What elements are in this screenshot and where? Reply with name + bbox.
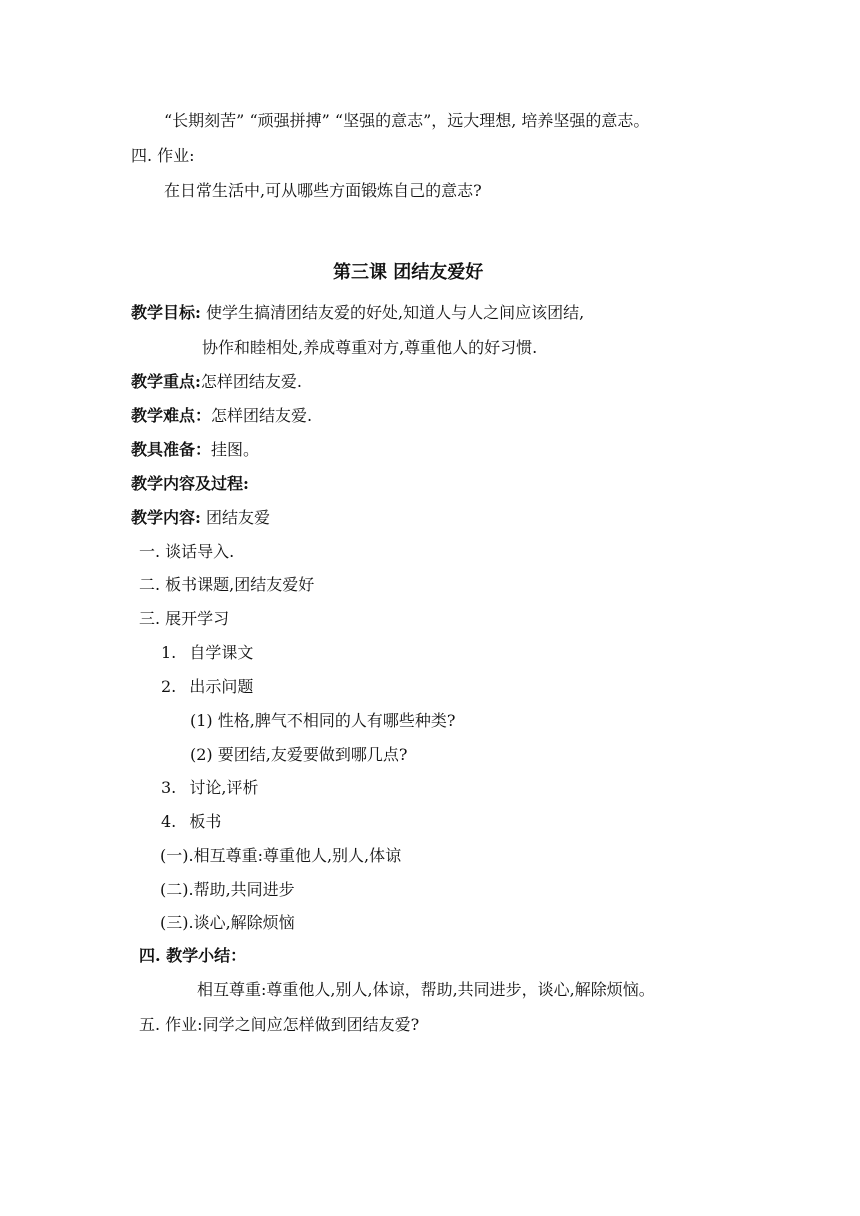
sub-item-4 — [161, 812, 221, 832]
difficulty-label: 教学难点： — [131, 406, 212, 425]
key-label: 教学重点: — [131, 372, 201, 391]
sub-item-1-number: 1. — [161, 643, 177, 662]
goal-label: 教学目标: — [131, 303, 201, 322]
sub-item-3-number: 3. — [161, 778, 177, 797]
prev-summary-line: “长期刻苦” “顽强拼搏” “坚强的意志”，远大理想, 培养坚强的意志。 — [164, 111, 650, 130]
goal-text-2: 协作和睦相处,养成尊重对方,尊重他人的好习惯. — [202, 338, 538, 357]
sub-item-1-text: 自学课文 — [189, 643, 254, 662]
board-item-3: (三).谈心,解除烦恼 — [160, 913, 295, 932]
step-2: 二. 板书课题,团结友爱好 — [139, 575, 315, 594]
content-row — [131, 508, 270, 528]
difficulty-text: 怎样团结友爱. — [211, 406, 313, 425]
tools-text: 挂图。 — [211, 440, 260, 459]
question-2: (2) 要团结,友爱要做到哪几点? — [190, 745, 408, 764]
sub-item-2-number: 2. — [161, 677, 177, 696]
summary-heading: 四. 教学小结： — [139, 946, 247, 965]
goal-row — [131, 303, 584, 323]
sub-item-2-text: 出示问题 — [189, 677, 254, 696]
board-item-2: (二).帮助,共同进步 — [160, 880, 295, 899]
step-3: 三. 展开学习 — [139, 609, 230, 628]
step-1: 一. 谈话导入. — [139, 542, 235, 561]
sub-item-1 — [161, 643, 253, 663]
summary-text: 相互尊重:尊重他人,别人,体谅，帮助,共同进步，谈心,解除烦恼。 — [197, 980, 655, 999]
sub-item-4-number: 4. — [161, 812, 177, 831]
difficulty-row — [131, 406, 312, 426]
question-1: (1) 性格,脾气不相同的人有哪些种类? — [190, 711, 456, 730]
sub-item-4-text: 板书 — [189, 812, 222, 831]
tools-label: 教具准备： — [131, 440, 212, 459]
content-text: 团结友爱 — [206, 508, 271, 527]
lesson-title: 第三课 团结友爱好 — [333, 262, 484, 283]
homework-line: 五. 作业:同学之间应怎样做到团结友爱? — [139, 1015, 420, 1034]
sub-item-2 — [161, 677, 253, 697]
prev-homework-heading: 四. 作业: — [131, 146, 195, 165]
board-item-1: (一).相互尊重:尊重他人,别人,体谅 — [160, 846, 402, 865]
key-text: 怎样团结友爱. — [200, 372, 303, 391]
process-label: 教学内容及过程: — [131, 474, 249, 493]
key-row — [131, 372, 302, 392]
sub-item-3 — [161, 778, 258, 798]
tools-row — [131, 440, 259, 460]
prev-homework-text: 在日常生活中,可从哪些方面锻炼自己的意志? — [164, 181, 482, 200]
goal-text-1: 使学生搞清团结友爱的好处,知道人与人之间应该团结, — [206, 303, 585, 322]
sub-item-3-text: 讨论,评析 — [189, 778, 259, 797]
content-label: 教学内容: — [131, 508, 201, 527]
